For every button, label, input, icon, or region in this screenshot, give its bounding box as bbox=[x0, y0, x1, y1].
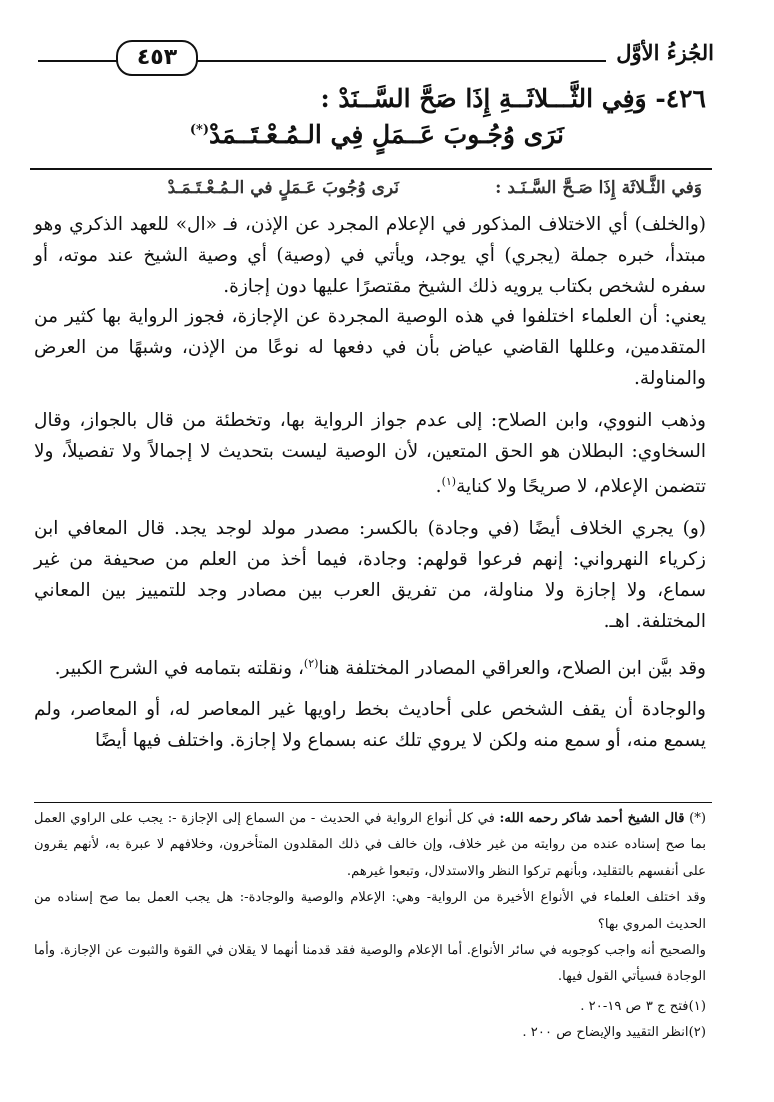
footnote-1: (١)فتح ج ٣ ص ١٩-٢٠ . bbox=[580, 998, 706, 1014]
footnote-ref-1: (١) bbox=[441, 475, 457, 489]
commentary-paragraph bbox=[34, 406, 706, 504]
footnote-star-continued: وقد اختلف العلماء في الأنواع الأخيرة من الرواية- وهي: الإعلام والوصية والوجادة-: هل يجب العمل بما صح إسناده من الحديث المروي بها؟ bbox=[34, 890, 706, 932]
paragraph-text: وقد بيَّن ابن الصلاح، والعراقي المصادر المختلفة هنا bbox=[318, 657, 706, 679]
commentary-paragraph bbox=[34, 649, 706, 685]
footnote-star-continued: والصحيح أنه واجب كوجوبه في سائر الأنواع. أما الإعلام والوصية فقد قدمنا أنهما لا يقلان في القوة والثبوت عن الإجازة. وأما الوجادة فسيأتي القول فيها. bbox=[34, 943, 706, 985]
verse-line-2-text: نَرَى وُجُـوبَ عَــمَلٍ فِي الـمُـعْـتَــمَدْ bbox=[209, 120, 564, 149]
commentary-paragraph: يعني: أن العلماء اختلفوا في هذه الوصية المجردة عن الإجازة، فجوز الرواية بها كثير من المتقدمين، وعللها القاضي عياض بأن في دفعها له نوعًا من الإذن، وشبهًا من العرض والمناولة. bbox=[34, 306, 706, 389]
verse-divider bbox=[30, 168, 712, 170]
footnote-star-text: في كل أنواع الرواية في الحديث - من السماع إلى الإجازة -: يجب على الراوي العمل بما صح إسناده عنده من روايته من غير خلاف، وإن خالف في ذلك المقلدون المتأخرون، وخلافهم لا عبرة به، لأنهم يقرون على أنفسهم بالتقليد، وبأنهم تركوا النظر والاستدلال، وتبعوا غيرهم. bbox=[34, 811, 706, 879]
footnote-star-marker: (*) bbox=[689, 811, 706, 826]
commentary-paragraph: (والخلف) أي الاختلاف المذكور في الإعلام المجرد عن الإذن، فـ «ال» للعهد الذكري وهو مبتدأ، خبره جملة (يجري) أي يوجد، ويأتي في (وصية) أي وصية الشيخ عند موته، أو سفره لشخص بكتاب يرويه ذلك الشيخ مقتصرًا عليها دون إجازة. bbox=[34, 214, 706, 297]
commentary-paragraph: (و) يجري الخلاف أيضًا (في وجادة) بالكسر: مصدر مولد لوجد يجد. قال المعافي ابن زكرياء النهرواني: إنهم فرعوا قولهم: وجادة، فيما أخذ من العلم من صحيفة من غير سماع، ولا إجازة ولا مناولة، من تفريق العرب بين مصادر وجد للتمييز بين المعاني المختلفة. اهـ. bbox=[34, 518, 706, 632]
verse-footnote-mark: (*) bbox=[189, 122, 209, 138]
footnote-divider bbox=[34, 802, 712, 803]
running-title: الجُزءُ الأوَّل bbox=[606, 40, 714, 65]
footnote-star bbox=[34, 806, 706, 885]
page-number: ٤٥٣ bbox=[116, 40, 198, 76]
running-header bbox=[38, 38, 714, 78]
footnote-star-author: قال الشيخ أحمد شاكر رحمه الله: bbox=[499, 811, 685, 826]
commentary-paragraph: والوجادة أن يقف الشخص على أحاديث بخط راويها غير المعاصر له، أو المعاصر، ولم يسمع منه، أو سمع منه ولكن لا يروي تلك عنه بسماع ولا إجازة. واختلف فيها أيضًا bbox=[34, 699, 706, 752]
commentary-body bbox=[34, 210, 706, 757]
footnotes bbox=[34, 806, 706, 1047]
hemistich-right: وَفي الثَّـلاثَة إِذَا صَـحَّ السَّـنَـد : bbox=[495, 178, 702, 198]
hemistich-left: نَرى وُجُوبَ عَـمَلٍ في الـمُـعْـتَـمَـدْ bbox=[167, 178, 399, 198]
paragraph-tail: . bbox=[435, 476, 442, 498]
footnote-ref-2: (٢) bbox=[303, 656, 319, 670]
verse-line-2 bbox=[40, 120, 564, 149]
paragraph-tail: ، ونقلته بتمامه في الشرح الكبير. bbox=[54, 657, 304, 679]
verse-line-1: ٤٢٦- وَفِي الثَّـــلاثَــةِ إِذَا صَحَّ السَّــنَدْ : bbox=[320, 84, 706, 113]
footnote-2: (٢)انظر التقييد والإيضاح ص ٢٠٠ . bbox=[522, 1025, 706, 1041]
paragraph-text: وذهب النووي، وابن الصلاح: إلى عدم جواز الرواية بها، وتخطئة من قال بالجواز، وقال السخاوي: البطلان هو الحق المتعين، لأن الوصية ليست بتحديث لا إجمالاً ولا تفصيلاً، ولا تتضمن الإعلام، لا صريحًا ولا كناية bbox=[34, 409, 706, 498]
